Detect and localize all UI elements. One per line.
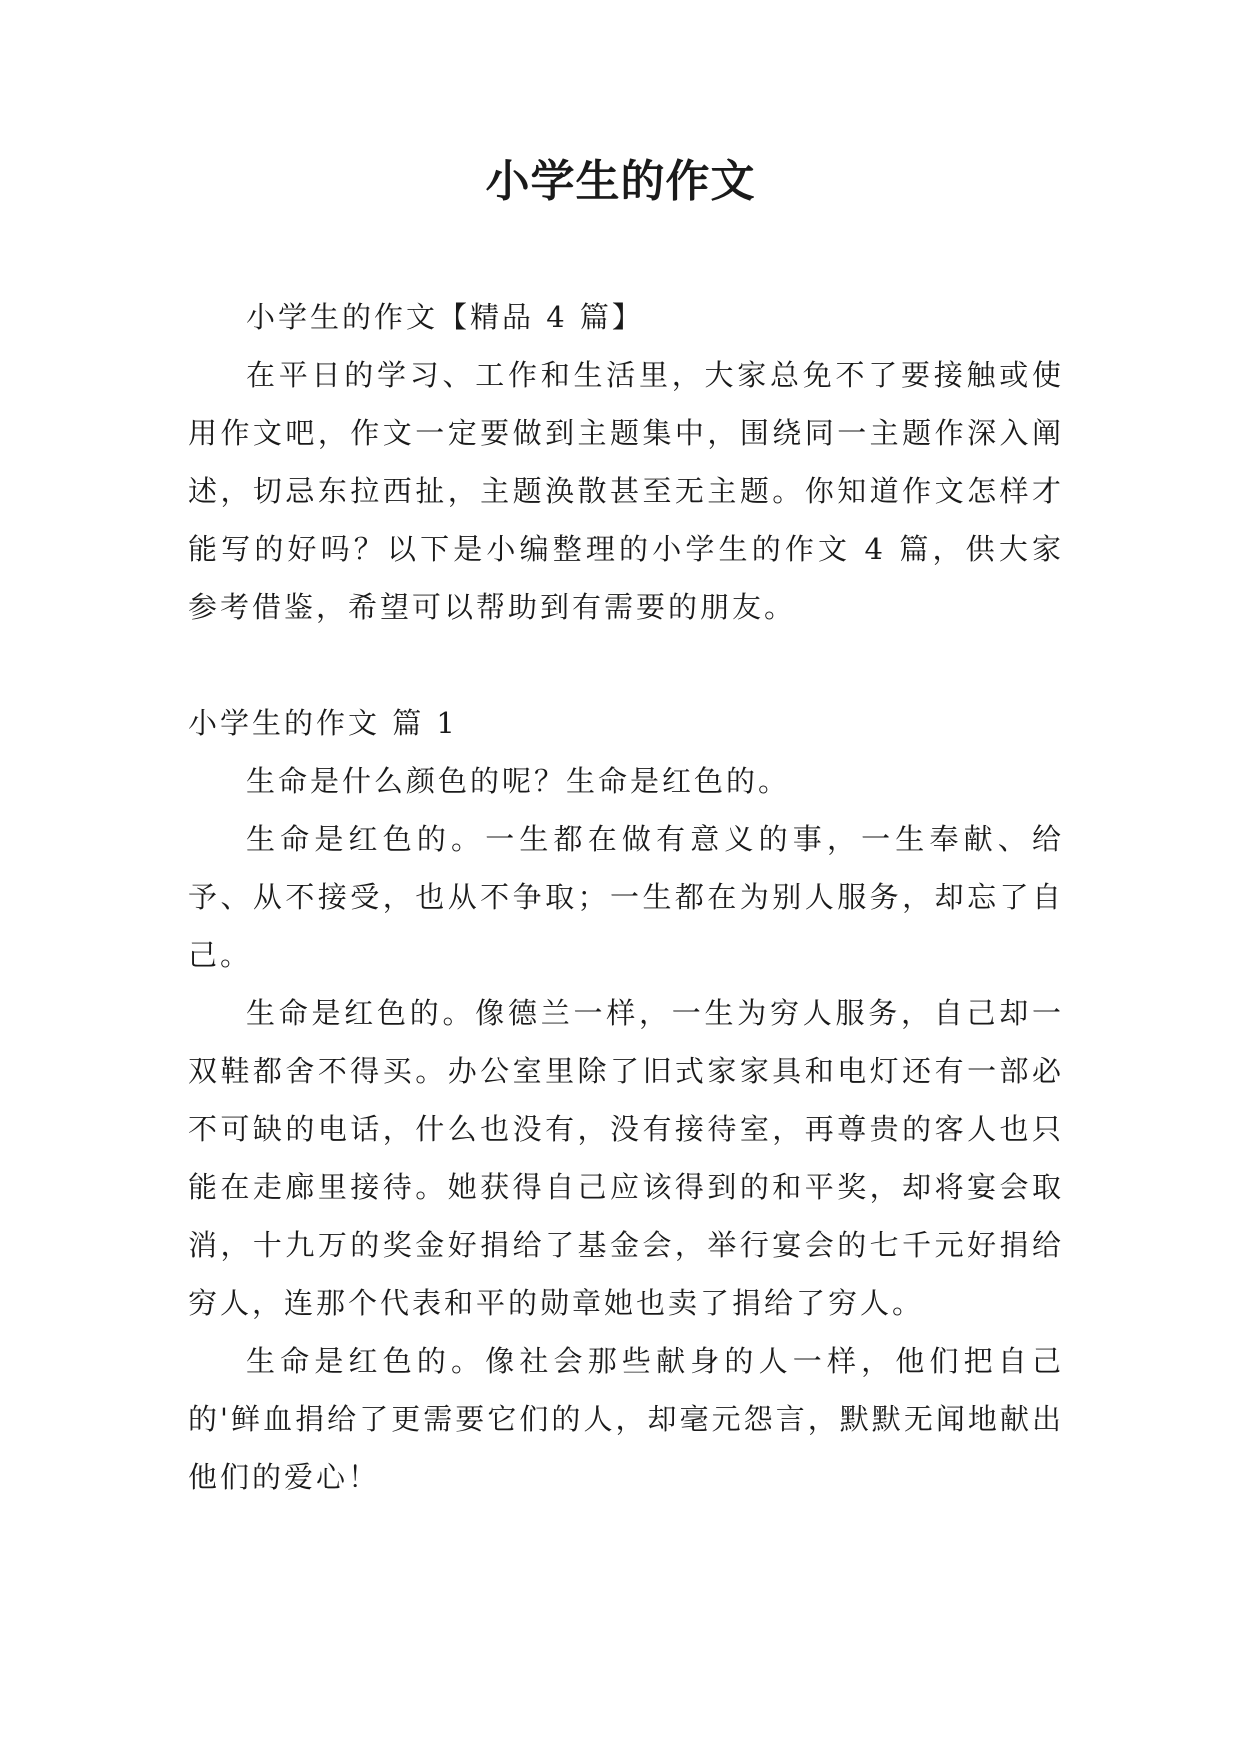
document-title: 小学生的作文 xyxy=(485,156,756,207)
document-body xyxy=(188,288,1064,1506)
intro-paragraph: 在平日的学习、工作和生活里，大家总免不了要接触或使用作文吧，作文一定要做到主题集中，围绕同一主题作深入阐述，切忌东拉西扯，主题涣散甚至无主题。你知道作文怎样才能写的好吗？以下是小编整理的小学生的作文 4 篇，供大家参考借鉴，希望可以帮助到有需要的朋友。 xyxy=(188,358,1064,624)
section-paragraph: 生命是红色的。一生都在做有意义的事，一生奉献、给予、从不接受，也从不争取；一生都在为别人服务，却忘了自己。 xyxy=(188,822,1064,972)
section-heading: 小学生的作文 篇 1 xyxy=(188,706,458,740)
section-paragraph: 生命是红色的。像德兰一样，一生为穷人服务，自己却一双鞋都舍不得买。办公室里除了旧式家家具和电灯还有一部必不可缺的电话，什么也没有，没有接待室，再尊贵的客人也只能在走廊里接待。她获得自己应该得到的和平奖，却将宴会取消，十九万的奖金好捐给了基金会，举行宴会的七千元好捐给穷人，连那个代表和平的勋章她也卖了捐给了穷人。 xyxy=(188,996,1064,1320)
intro-subtitle: 小学生的作文【精品 4 篇】 xyxy=(246,300,644,334)
section-paragraph: 生命是红色的。像社会那些献身的人一样，他们把自己的'鲜血捐给了更需要它们的人，却毫元怨言，默默无闻地献出他们的爱心！ xyxy=(188,1344,1064,1494)
section-paragraph: 生命是什么颜色的呢？生命是红色的。 xyxy=(246,764,791,798)
